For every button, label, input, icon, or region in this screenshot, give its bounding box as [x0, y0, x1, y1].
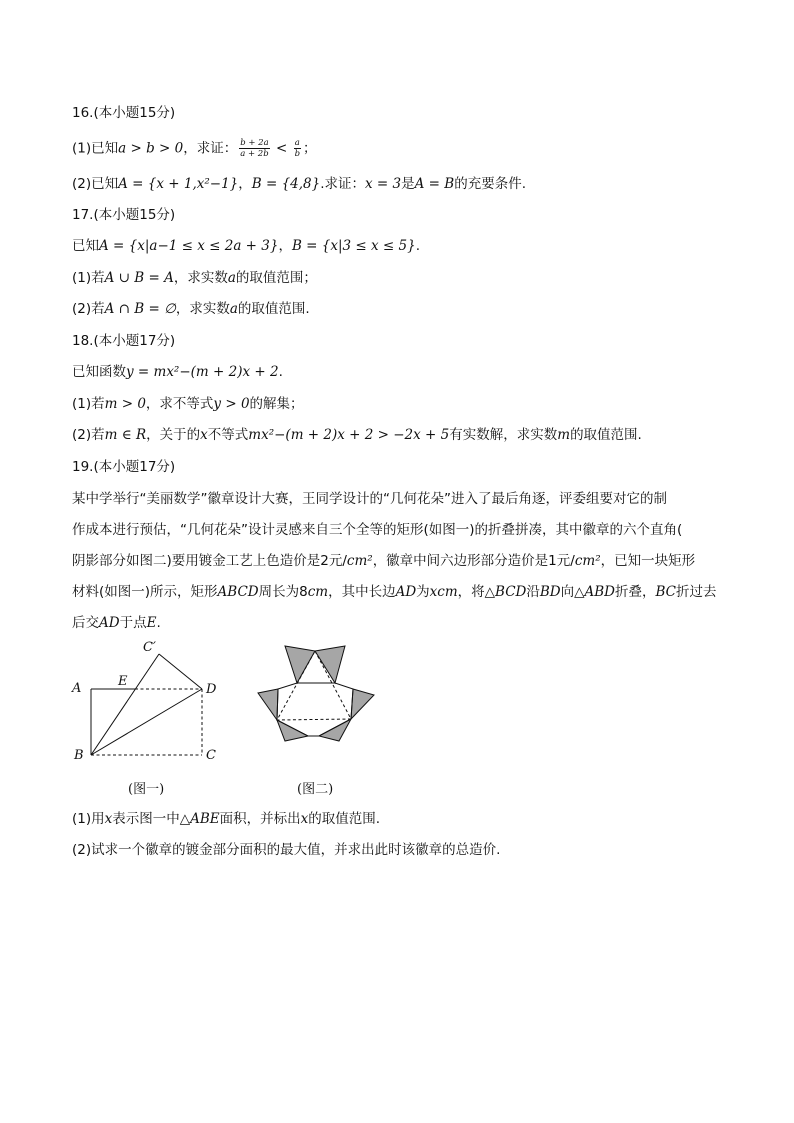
q18-part2: (2)若m ∈ R，关于的x不等式mx²−(m + 2)x + 2 > −2x + 5有实数解，求实数m的取值范围. [72, 427, 642, 443]
label-e: E [118, 674, 128, 689]
shaded-right-angle [315, 646, 345, 683]
q17-given: 已知A = {x|a−1 ≤ x ≤ 2a + 3}，B = {x|3 ≤ x ≤ 5}. [72, 238, 421, 254]
label-c-prime: C′ [143, 640, 156, 655]
q19-text-line-2: 作成本进行预估，“几何花朵”设计灵感来自三个全等的矩形(如图一)的折叠拼凑，其中徽章的六个直角( [72, 522, 683, 538]
q17-part2: (2)若A ∩ B = ∅，求实数a的取值范围. [72, 301, 310, 317]
figure-2-caption: (图二) [297, 782, 334, 797]
q19-part2: (2)试求一个徽章的镀金部分面积的最大值，并求出此时该徽章的总造价. [72, 842, 501, 858]
q19-text-line-5: 后交AD于点E. [72, 615, 161, 631]
q19-part1: (1)用x表示图一中△ABE面积，并标出x的取值范围. [72, 811, 381, 827]
q19-text-line-1: 某中学举行“美丽数学”徽章设计大赛，王同学设计的“几何花朵”进入了最后角逐，评委组要对它的制 [72, 491, 667, 507]
q19-text-line-4: 材料(如图一)所示，矩形ABCD周长为8cm，其中长边AD为xcm，将△BCD沿BD向△ABD折叠，BC折过去 [72, 584, 717, 600]
label-b: B [74, 748, 84, 763]
figure-2-diagram [250, 640, 382, 752]
fraction: $\frac{a}{b}$ [294, 138, 301, 159]
q18-header: 18.(本小题17分) [72, 333, 176, 349]
figure-1-caption: (图一) [128, 782, 165, 797]
q18-part1: (1)若m > 0，求不等式y > 0的解集； [72, 396, 304, 412]
shaded-right-angle [319, 719, 351, 741]
shaded-right-angle [351, 689, 374, 719]
q19-header: 19.(本小题17分) [72, 459, 176, 475]
label-a: A [72, 681, 82, 696]
q18-given: 已知函数y = mx²−(m + 2)x + 2. [72, 364, 283, 380]
folded-edge-bc-prime [91, 654, 159, 755]
shaded-right-angle [277, 720, 308, 741]
label-d: D [206, 682, 217, 697]
q19-text-line-3: 阴影部分如图二)要用镀金工艺上色造价是2元/cm²，徽章中间六边形部分造价是1元/cm²，已知一块矩形 [72, 553, 696, 569]
fraction: $\frac{b + 2a}{a + 2b}$ [240, 138, 269, 159]
label-c: C [206, 748, 216, 763]
diagonal-bd [91, 689, 202, 755]
q16-header: 16.(本小题15分) [72, 105, 176, 121]
figure-1-diagram [62, 634, 232, 768]
q17-header: 17.(本小题15分) [72, 207, 176, 223]
q16-part1: (1)已知a > b > 0，求证： $\frac{b + 2a}{a + 2b}$ < $\frac{a}{b}$ ； [72, 138, 317, 159]
q17-part1: (1)若A ∪ B = A，求实数a的取值范围； [72, 270, 317, 286]
q16-part2: (2)已知A = {x + 1,x²−1}，B = {4,8}.求证：x = 3是A = B的充要条件. [72, 176, 527, 192]
folded-edge-c-prime-d [159, 654, 202, 689]
shaded-right-angle [258, 689, 278, 720]
